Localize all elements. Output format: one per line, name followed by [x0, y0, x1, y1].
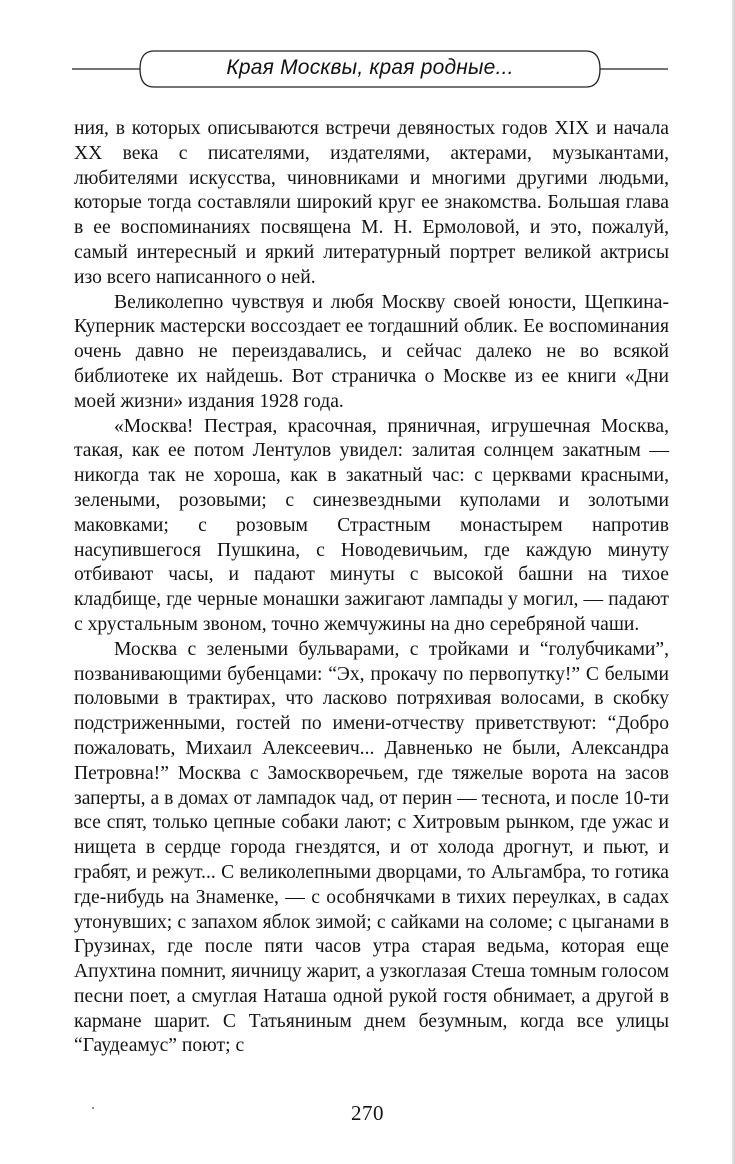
page-number: 270	[351, 1101, 384, 1125]
body-text	[74, 117, 669, 1059]
quoted-paragraph: «Москва! Пестрая, красочная, пряничная, игрушечная Москва, такая, как ее потом Лентулов увидел: залитая солнцем закатным — никогда так не хороша, как в закатный час: с церквами красными, зелеными, розовыми; с синезвездными куполами и золотыми маковками; с розовым Страстным монастырем напротив насупившегося Пушкина, с Новодевичьим, где каждую минуту отбивают часы, и падают минуты с высокой башни на тихое кладбище, где черные монашки зажигают лампады у могил, — падают с хрустальным звоном, точно жемчужины на дно серебряной чаши.	[74, 415, 669, 635]
paragraph: Великолепно чувствуя и любя Москву своей юности, Щепкина-Куперник мастерски воссоздает ее тогдашний облик. Ее воспоминания очень давно не переиздавались, и сейчас далеко не во всякой библиотеке их найдешь. Вот страничка о Москве из ее книги «Дни моей жизни» издания 1928 года.	[74, 291, 669, 412]
paragraph: ния, в которых описываются встречи девяностых годов XIX и начала XX века с писателями, издателями, актерами, музыкантами, любителями искусства, чиновниками и многими другими людьми, которые тогда составляли широкий круг ее знакомства. Большая глава в ее воспоминаниях посвящена М. Н. Ермоловой, и это, пожалуй, самый интересный и яркий литературный портрет великой актрисы изо всего написанного о ней.	[74, 118, 669, 288]
running-header	[72, 48, 668, 88]
header-title: Края Москвы, края родные...	[226, 56, 514, 79]
quoted-paragraph: Москва с зелеными бульварами, с тройками и “голубчиками”, позванивающими бубенцами: “Эх, прокачу по первопутку!” С белыми половыми в трактирах, что ласково потряхивая волосами, в скобку подстриженными, гостей по имени-отчеству приветствуют: “Добро пожаловать, Михаил Алексеевич... Давненько не были, Александра Петровна!” Москва с Замоскворечьем, где тяжелые ворота на засов заперты, а в домах от лампадок чад, от перин — теснота, и после 10-ти все спят, только цепные собаки лают; с Хитровым рынком, где ужас и нищета в сердце города гнездятся, и от холода дрогнут, и пьют, и грабят, и режут... С великолепными дворцами, то Альгамбра, то готика где-нибудь на Знаменке, — с особнячками в тихих переулках, в садах утонувших; с запахом яблок зимой; с сайками на соломе; с цыганами в Грузинах, где после пяти часов утра старая ведьма, которая еще Апухтина помнит, яичницу жарит, а узкоглазая Стеша томным голосом песни поет, а смуглая Наташа одной рукой гостя обнимает, а другой в кармане шарит. С Татьяниным днем безумным, когда все улицы “Гаудеамус” поют; с	[74, 638, 669, 1057]
